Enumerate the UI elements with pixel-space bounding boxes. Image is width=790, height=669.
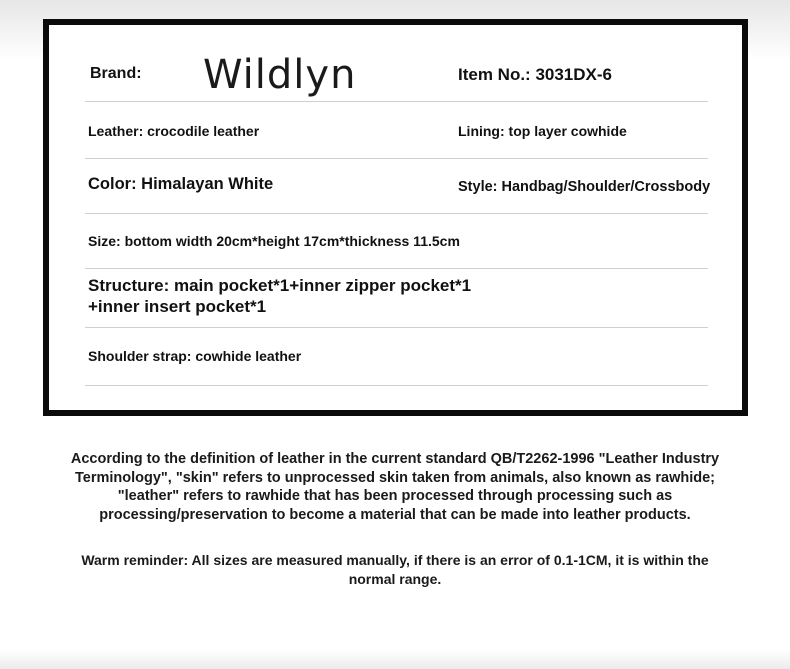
material-row	[85, 101, 708, 159]
strap-row	[85, 327, 708, 386]
color-text: Color: Himalayan White	[88, 175, 274, 193]
structure-text-line2: +inner insert pocket*1	[88, 297, 267, 316]
size-row	[85, 213, 708, 269]
size-text: Size: bottom width 20cm*height 17cm*thickness 11.5cm	[88, 233, 460, 249]
warm-reminder-note: Warm reminder: All sizes are measured manually, if there is an error of 0.1-1CM, it is within the normal range.	[81, 552, 709, 587]
brand-row	[85, 25, 708, 102]
structure-text-line1: Structure: main pocket*1+inner zipper pocket*1	[88, 276, 472, 295]
color-style-row	[85, 158, 711, 214]
bottom-shade	[0, 650, 790, 669]
shoulder-strap-text: Shoulder strap: cowhide leather	[88, 348, 302, 364]
structure-row	[85, 268, 708, 328]
leather-definition-note: According to the definition of leather in the current standard QB/T2262-1996 "Leather Industry Terminology", "skin" refers to unprocessed skin taken from animals, also known as rawhide; "leather" refers to rawhide that has been processed through processing such as processing/preservation to become a material that can be made into leather products.	[70, 451, 720, 523]
brand-label: Brand:	[90, 65, 142, 82]
brand-logo: Wildlyn	[203, 52, 357, 98]
style-text: Style: Handbag/Shoulder/Crossbody	[458, 179, 711, 195]
item-number: Item No.: 3031DX-6	[458, 65, 612, 84]
leather-text: Leather: crocodile leather	[88, 123, 260, 139]
spec-card	[43, 19, 748, 416]
lining-text: Lining: top layer cowhide	[458, 123, 627, 139]
